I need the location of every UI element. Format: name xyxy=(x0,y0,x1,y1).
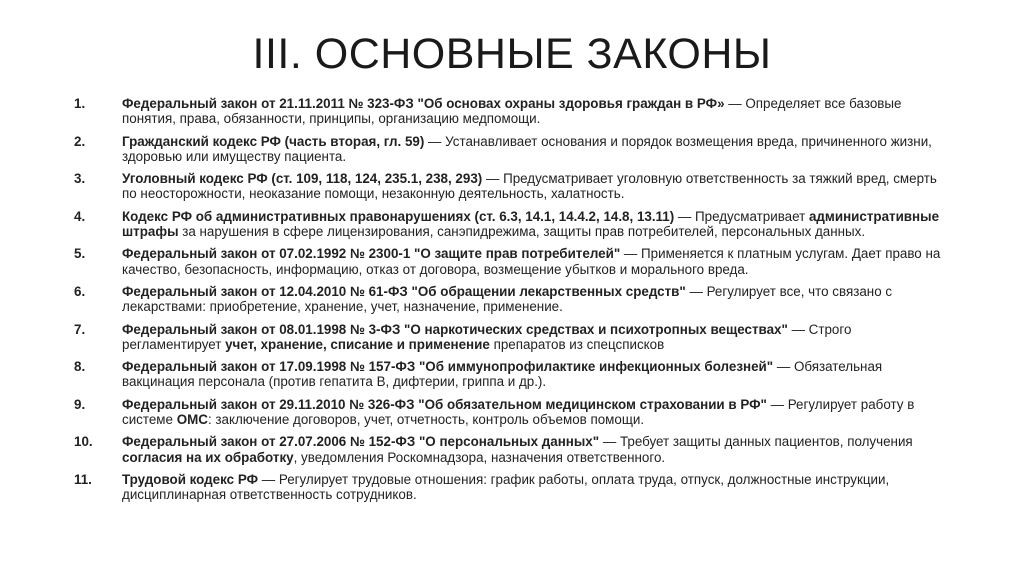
law-text-regular: — Предусматривает уголовную ответственность за тяжкий вред, смерть по неосторожности, неоказание помощи, незаконную деятельность, халатность. xyxy=(122,171,937,202)
law-item xyxy=(74,397,954,427)
law-text-regular: — Требует защиты данных пациентов, получения xyxy=(599,434,913,450)
slide-title: III. ОСНОВНЫЕ ЗАКОНЫ xyxy=(252,30,772,78)
law-text-regular: — Регулирует трудовые отношения: график работы, оплата труда, отпуск, должностные инструкции, дисциплинарная ответственность сотрудников. xyxy=(122,471,890,503)
law-text-regular: препаратов из спецсписков xyxy=(489,336,665,352)
law-text xyxy=(122,171,937,201)
law-list xyxy=(74,96,954,510)
law-text xyxy=(122,359,882,389)
law-text xyxy=(122,434,913,464)
law-text-bold: Кодекс РФ об административных правонарушениях (ст. 6.3, 14.1, 14.4.2, 14.8, 13.11) xyxy=(122,208,675,224)
law-text-bold: Федеральный закон от 07.02.1992 № 2300-1 "О защите прав потребителей" xyxy=(122,246,621,262)
law-item xyxy=(74,472,954,502)
law-number: 8. xyxy=(74,359,86,375)
law-number: 11. xyxy=(74,471,92,487)
law-text xyxy=(122,322,851,352)
law-text xyxy=(122,472,889,502)
law-text xyxy=(122,397,914,427)
law-text-bold: Федеральный закон от 21.11.2011 № 323-ФЗ "Об основах охраны здоровья граждан в РФ» xyxy=(122,96,725,111)
law-text-bold: Федеральный закон от 17.09.1998 № 157-ФЗ "Об иммунопрофилактике инфекционных болезней" xyxy=(122,359,774,375)
law-text-regular: — Устанавливает основания и порядок возмещения вреда, причиненного жизни, здоровью или имуществу пациента. xyxy=(122,133,932,164)
law-text-bold: административные штрафы xyxy=(122,208,940,239)
law-number: 2. xyxy=(74,133,86,149)
law-text-regular: , уведомления Роскомнадзора, назначения ответственного. xyxy=(293,449,666,465)
law-number: 10. xyxy=(74,434,93,450)
law-text-bold: Уголовный кодекс РФ (ст. 109, 118, 124, 235.1, 238, 293) xyxy=(122,171,483,187)
law-number: 5. xyxy=(74,246,86,262)
law-text xyxy=(122,209,939,239)
law-text-bold: Федеральный закон от 27.07.2006 № 152-ФЗ "О персональных данных" xyxy=(122,434,600,450)
law-text-regular: за нарушения в сфере лицензирования, санэпидрежима, защиты прав потребителей, персональных данных. xyxy=(178,223,866,239)
law-number: 7. xyxy=(74,321,86,337)
law-text-regular: — Строго регламентирует xyxy=(122,321,852,352)
law-text-bold: согласия на их обработку xyxy=(122,449,294,465)
law-text xyxy=(122,134,932,164)
law-text-regular: : заключение договоров, учет, отчетность, контроль объемов помощи. xyxy=(207,411,645,427)
law-text-regular: — Предусматривает xyxy=(674,208,809,224)
law-item xyxy=(74,134,954,164)
law-item xyxy=(74,434,954,464)
law-item xyxy=(74,359,954,389)
law-text-regular: — Обязательная вакцинация персонала (против гепатита В, дифтерии, гриппа и др.). xyxy=(122,359,883,390)
law-item xyxy=(74,96,954,126)
law-number: 4. xyxy=(74,208,86,224)
law-number: 9. xyxy=(74,396,86,412)
law-item xyxy=(74,322,954,352)
law-text-regular: — Регулирует все, что связано с лекарствами: приобретение, хранение, учет, назначение, применение. xyxy=(122,283,893,315)
law-number: 3. xyxy=(74,171,86,187)
law-item xyxy=(74,284,954,314)
law-item xyxy=(74,171,954,201)
law-text-bold: Федеральный закон от 12.04.2010 № 61-ФЗ "Об обращении лекарственных средств" xyxy=(122,283,686,299)
law-number: 6. xyxy=(74,283,86,299)
law-text-bold: ОМС xyxy=(176,411,208,427)
law-text-bold: Федеральный закон от 29.11.2010 № 326-ФЗ "Об обязательном медицинском страховании в РФ" xyxy=(122,396,767,412)
law-number: 1. xyxy=(74,96,86,111)
law-text-bold: учет, хранение, списание и применение xyxy=(225,336,490,352)
law-text-regular: — Применяется к платным услугам. Дает право на качество, безопасность, информацию, отказ от договора, возмещение убытков и морального вреда. xyxy=(122,246,941,277)
law-text xyxy=(122,284,892,314)
law-text xyxy=(122,246,940,276)
law-text-bold: Федеральный закон от 08.01.1998 № 3-ФЗ "О наркотических средствах и психотропных веществах" xyxy=(122,321,788,337)
law-text xyxy=(122,96,901,126)
law-text-bold: Трудовой кодекс РФ xyxy=(122,471,259,487)
law-item xyxy=(74,209,954,239)
law-text-regular: — Регулирует работу в системе xyxy=(122,396,915,427)
law-text-regular: — Определяет все базовые понятия, права, обязанности, принципы, организацию медпомощи. xyxy=(122,96,902,127)
law-text-bold: Гражданский кодекс РФ (часть вторая, гл. 59) xyxy=(122,133,425,149)
law-item xyxy=(74,246,954,276)
